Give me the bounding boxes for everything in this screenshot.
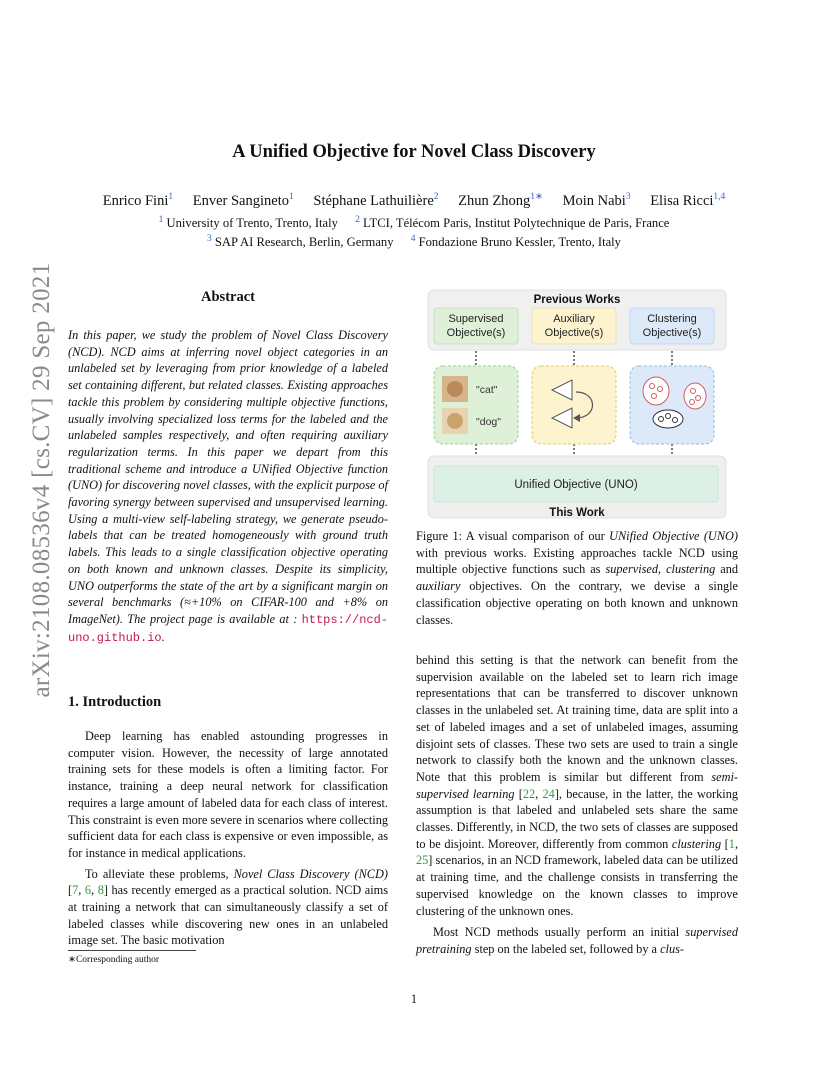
supervised-label: Supervised (448, 313, 504, 325)
right-column-body (416, 652, 738, 958)
dog-label: "dog" (476, 416, 501, 428)
cluster-icon (643, 377, 669, 405)
figure-caption: Figure 1: A visual comparison of our UNified Objective (UNO) with previous works. Existing approaches tackle NCD using multiple objective functions such as supervised, clustering and auxiliary objectives. On the contrary, we devise a single classification objective operating on both known and unknown classes. (416, 529, 738, 627)
citation-link[interactable]: 25 (416, 853, 429, 868)
auxiliary-panel (532, 366, 616, 444)
figure-1 (416, 288, 738, 524)
paper-title: A Unified Objective for Novel Class Discovery (232, 142, 596, 162)
footnote: ∗Corresponding author (68, 955, 160, 965)
citation-link[interactable]: 7 (72, 883, 79, 898)
previous-works-label: Previous Works (533, 294, 621, 306)
section-heading-introduction: 1. Introduction (68, 694, 162, 710)
page-number: 1 (410, 992, 418, 1006)
supervised-label-2: Objective(s) (446, 327, 506, 339)
abstract-heading: Abstract (201, 289, 255, 305)
auxiliary-label-2: Objective(s) (544, 327, 604, 339)
paragraph: Deep learning has enabled astounding progresses in computer vision. However, the necessity of large annotated training sets for these models is often a limiting factor. For instance, training a deep neural network for classification requires a large amount of labeled data for each class of interest. This constraint is even more severe in scenarios where collecting sufficient data for each class is expensive or even impossible, as for instance in medical applications. (68, 729, 388, 860)
affiliation: $^1$ University of Trento, Trento, Italy (158, 214, 338, 230)
paragraph: Most NCD methods usually perform an initial supervised pretraining step on the labeled set, followed by a clus- (416, 925, 738, 956)
footnote-rule (68, 950, 196, 951)
author: Enrico Fini$^1$ (102, 192, 174, 209)
cluster-icon (684, 383, 706, 409)
author-list (0, 193, 828, 210)
author: Moin Nabi$^3$ (562, 192, 631, 209)
author: Elisa Ricci$^{1,4}$ (650, 192, 726, 209)
affiliation: $^2$ LTCI, Télécom Paris, Institut Polytechnique de Paris, France (355, 214, 670, 230)
author: Zhun Zhong$^{1∗}$ (458, 192, 543, 209)
cat-face-icon (447, 381, 463, 397)
paragraph: To alleviate these problems, Novel Class Discovery (NCD) [7, 6, 8] has recently emerged as a practical solution. NCD aims at training a network that can simultaneously classify a set of labeled classes while discovering new ones in an unlabeled image set. The basic motivation (68, 866, 388, 948)
author: Enver Sangineto$^1$ (192, 192, 294, 209)
citation-link[interactable]: 1 (728, 836, 735, 851)
citation-link[interactable]: 24 (542, 786, 555, 801)
project-page-link[interactable]: https://ncd-uno.github.io (68, 612, 388, 645)
dog-face-icon (447, 413, 463, 429)
affiliations-line-2 (0, 235, 828, 250)
affiliation: $^3$ SAP AI Research, Berlin, Germany (207, 233, 394, 249)
cat-label: "cat" (476, 384, 498, 396)
citation-link[interactable]: 6 (84, 883, 92, 898)
author: Stéphane Lathuilière$^2$ (313, 192, 439, 209)
arxiv-stamp: arXiv:2108.08536v4 [cs.CV] 29 Sep 2021 (28, 262, 55, 698)
clustering-label: Clustering (647, 313, 697, 325)
clustering-label-2: Objective(s) (642, 327, 702, 339)
citation-link[interactable]: 22 (522, 786, 536, 801)
abstract-body: In this paper, we study the problem of Novel Class Discovery (NCD). NCD aims at inferring novel object categories in an unlabeled set by leveraging from prior knowledge of a labeled set containing different, but related classes. Existing approaches tackle this problem by considering multiple objective functions, usually involving specialized loss terms for the labeled and the unlabeled samples respectively, and often requiring auxiliary regularization terms. In this paper we depart from this traditional scheme and introduce a UNified Objective function (UNO) for discovering novel classes, with the explicit purpose of favoring synergy between supervised and unsupervised learning. Using a multi-view self-labeling strategy, we generate pseudo-labels that can be treated homogeneously with ground truth labels. This leads to a single classification objective operating on both known and unknown classes. Despite its simplicity, UNO outperforms the state of the art by a significant margin on several benchmarks (≈+10% on CIFAR-100 and +8% on ImageNet). The project page is available at : https://ncd-uno.github.io. (68, 328, 388, 645)
affiliation: $^4$ Fondazione Bruno Kessler, Trento, Italy (410, 233, 621, 249)
citation-link[interactable]: 8 (97, 883, 104, 898)
paragraph: behind this setting is that the network can benefit from the supervision available on the labeled set to learn rich image representations that can be transferred to discover unknown classes in the unlabeled set. At training time, data are split into a set of labeled images and a set of unlabeled images, assuming disjoint sets of classes. These two sets are used to train a single network to classify both the known and the unknown classes. Note that this problem is similar but different from semi-supervised learning [22, 24], because, in the latter, the working assumption is that labeled and unlabeled sets share the same classes. Differently, in NCD, the two sets of classes are supposed to be disjoint. Moreover, differently from common clustering [1, 25] scenarios, in an NCD framework, labeled data can be utilized at training time, and the challenge consists in transferring the supervised knowledge on the known classes to improve clustering of the unknown ones. (416, 653, 739, 918)
this-work-label: This Work (549, 507, 605, 519)
auxiliary-label: Auxiliary (553, 313, 595, 325)
affiliations-line-1 (0, 216, 828, 231)
unified-objective-label: Unified Objective (UNO) (514, 479, 638, 491)
intro-body (68, 728, 388, 949)
